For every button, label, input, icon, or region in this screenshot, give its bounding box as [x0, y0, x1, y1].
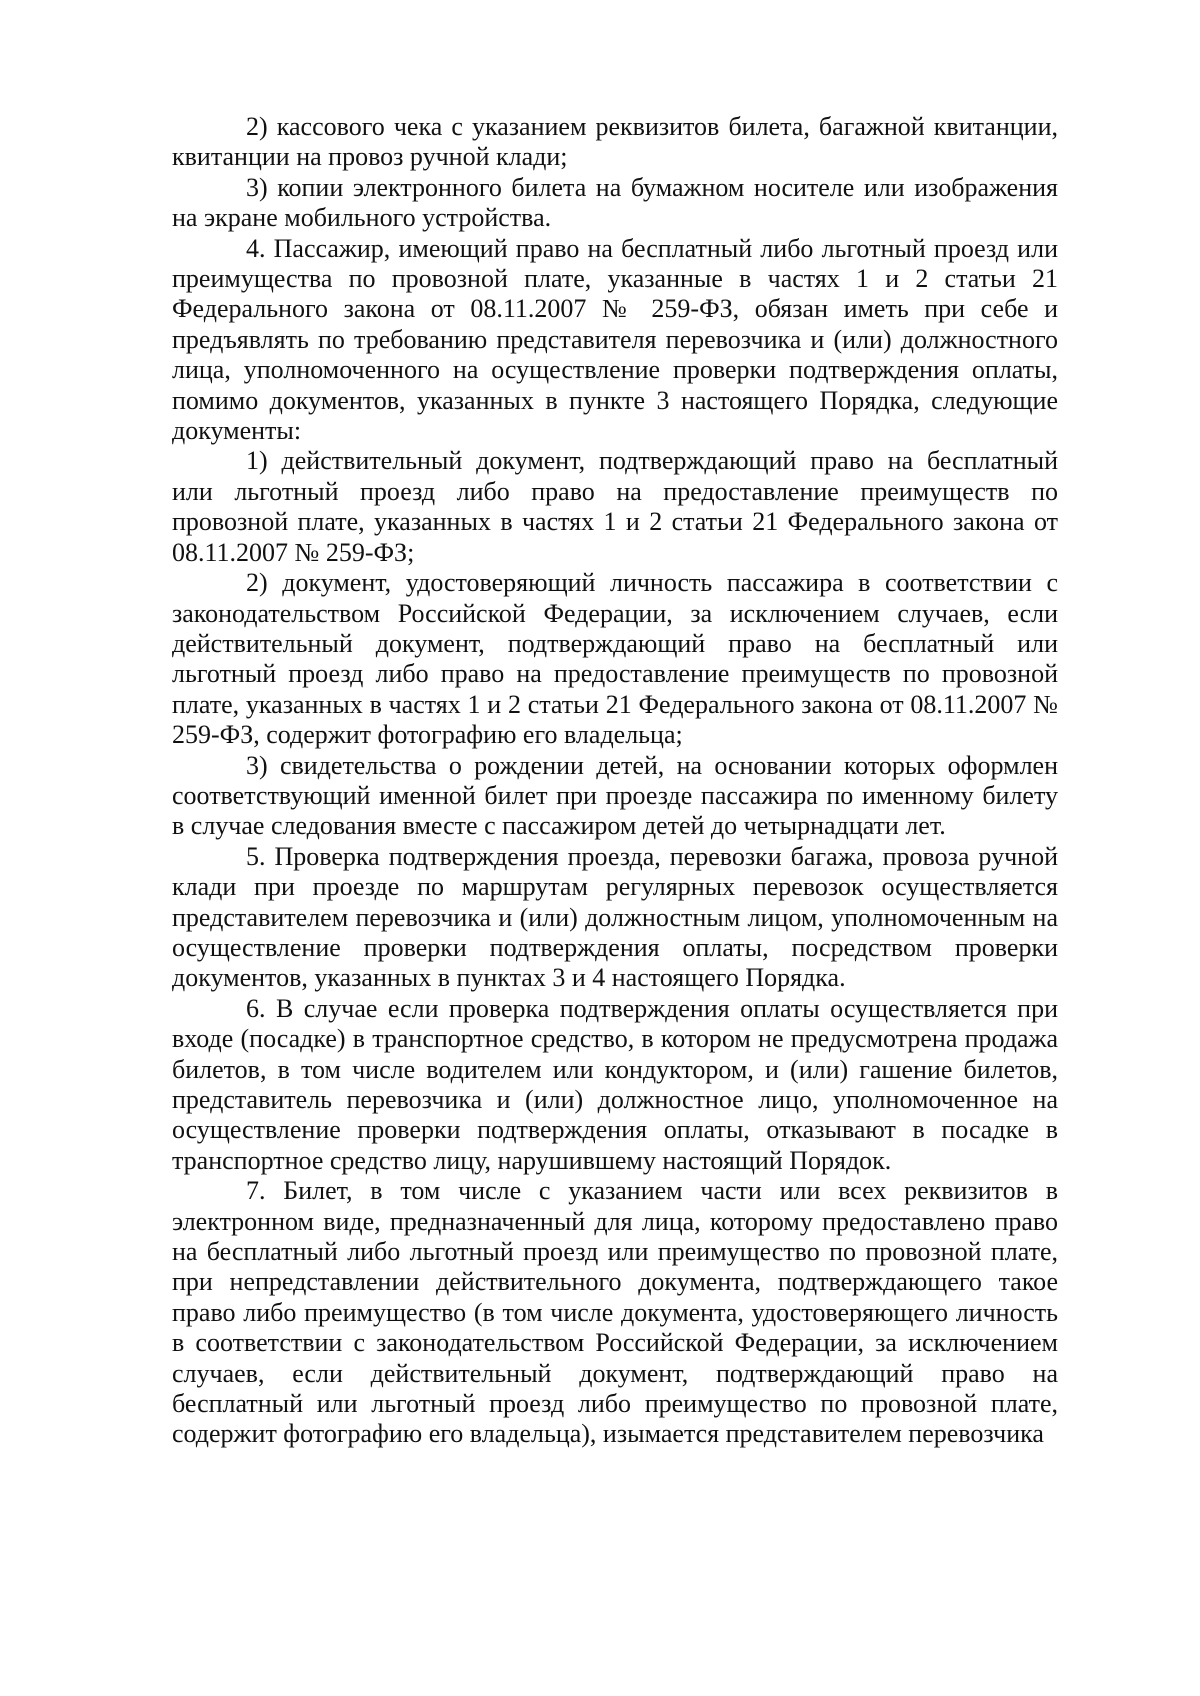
paragraph-clause-5: 5. Проверка подтверждения проезда, перевозки багажа, провоза ручной клади при проезде по маршрутам регулярных перевозок осуществляется представителем перевозчика и (или) должностным лицом, уполномоченным на осуществление проверки подтверждения оплаты, посредством проверки документов, указанных в пунктах 3 и 4 настоящего Порядка. — [172, 841, 1058, 993]
paragraph-clause-4: 4. Пассажир, имеющий право на бесплатный либо льготный проезд или преимущества по провозной плате, указанные в частях 1 и 2 статьи 21 Федерального закона от 08.11.2007 № 259-ФЗ, обязан иметь при себе и предъявлять по требованию представителя перевозчика и (или) должностного лица, уполномоченного на осуществление проверки подтверждения оплаты, помимо документов, указанных в пункте 3 настоящего Порядка, следующие документы: — [172, 233, 1058, 446]
paragraph-item-3-electronic-ticket-copy: 3) копии электронного билета на бумажном носителе или изображения на экране мобильного устройства. — [172, 172, 1058, 233]
paragraph-clause-4-item-3: 3) свидетельства о рождении детей, на основании которых оформлен соответствующий именной билет при проезде пассажира по именному билету в случае следования вместе с пассажиром детей до четырнадцати лет. — [172, 750, 1058, 841]
paragraph-clause-4-item-2: 2) документ, удостоверяющий личность пассажира в соответствии с законодательством Российской Федерации, за исключением случаев, если действительный документ, подтверждающий право на бесплатный или льготный проезд либо право на предоставление преимуществ по провозной плате, указанных в частях 1 и 2 статьи 21 Федерального закона от 08.11.2007 № 259-ФЗ, содержит фотографию его владельца; — [172, 568, 1058, 750]
paragraph-clause-7: 7. Билет, в том числе с указанием части или всех реквизитов в электронном виде, предназначенный для лица, которому предоставлено право на бесплатный либо льготный проезд или преимущество по провозной плате, при непредставлении действительного документа, подтверждающего такое право либо преимущество (в том числе документа, удостоверяющего личность в соответствии с законодательством Российской Федерации, за исключением случаев, если действительный документ, подтверждающий право на бесплатный или льготный проезд либо преимущество по провозной плате, содержит фотографию его владельца), изымается представителем перевозчика — [172, 1176, 1058, 1449]
paragraph-item-2-cash-receipt: 2) кассового чека с указанием реквизитов билета, багажной квитанции, квитанции на провоз ручной клади; — [172, 112, 1058, 172]
paragraph-clause-4-item-1: 1) действительный документ, подтверждающий право на бесплатный или льготный проезд либо право на предоставление преимуществ по провозной плате, указанных в частях 1 и 2 статьи 21 Федерального закона от 08.11.2007 № 259-ФЗ; — [172, 446, 1058, 567]
document-page — [172, 112, 1058, 1450]
paragraph-clause-6: 6. В случае если проверка подтверждения оплаты осуществляется при входе (посадке) в транспортное средство, в котором не предусмотрена продажа билетов, в том числе водителем или кондуктором, и (или) гашение билетов, представитель перевозчика и (или) должностное лицо, уполномоченное на осуществление проверки подтверждения оплаты, отказывают в посадке в транспортное средство лицу, нарушившему настоящий Порядок. — [172, 993, 1058, 1175]
